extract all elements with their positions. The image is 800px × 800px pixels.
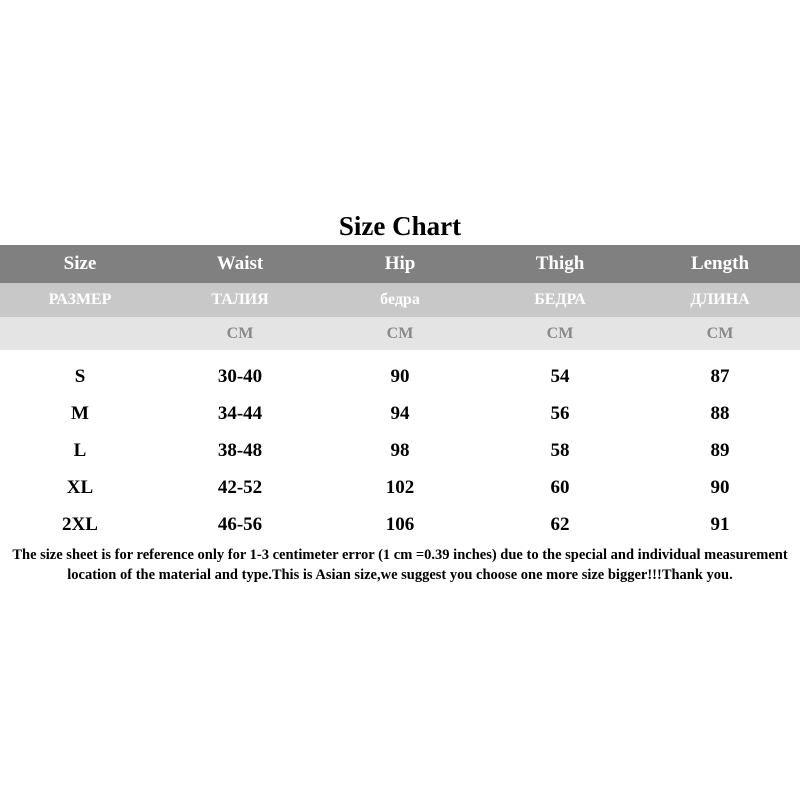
size-disclaimer-note: The size sheet is for reference only for 1-3 centimeter error (1 cm =0.39 inches) due to the special and individual measurement location of the material and type.This is Asian size,we suggest you choose one more size bigger!!!Thank you.: [12, 547, 788, 583]
header-hip: Hip: [384, 253, 416, 274]
table-row: [0, 432, 800, 469]
header-size: Size: [63, 253, 97, 274]
cell-waist: 30-40: [217, 366, 263, 387]
header-length-ru: ДЛИНА: [690, 291, 750, 308]
cell-waist: 38-48: [217, 440, 263, 461]
cell-length: 90: [710, 477, 730, 498]
cell-thigh: 58: [550, 440, 570, 461]
cell-size: 2XL: [62, 514, 98, 535]
cell-size: M: [71, 403, 89, 424]
unit-size: [0, 317, 160, 350]
header-row-units: [0, 317, 800, 350]
header-thigh: Thigh: [535, 253, 585, 274]
cell-size: S: [74, 366, 86, 387]
cell-size: L: [73, 440, 87, 461]
table-row: [0, 358, 800, 395]
header-waist: Waist: [216, 253, 264, 274]
cell-hip: 102: [385, 477, 415, 498]
header-hip-ru: бедра: [380, 291, 420, 308]
unit-length: CM: [706, 325, 734, 342]
size-table-body: [0, 358, 800, 543]
cell-waist: 46-56: [217, 514, 263, 535]
header-length: Length: [690, 253, 750, 274]
cell-size: XL: [66, 477, 94, 498]
header-waist-ru: ТАЛИЯ: [211, 291, 269, 308]
cell-hip: 94: [390, 403, 410, 424]
cell-waist: 42-52: [217, 477, 263, 498]
chart-title: Size Chart: [338, 211, 462, 241]
table-row: [0, 469, 800, 506]
cell-thigh: 54: [550, 366, 570, 387]
header-thigh-ru: БЕДРА: [534, 291, 586, 308]
header-row-english: [0, 245, 800, 283]
cell-length: 89: [710, 440, 730, 461]
cell-hip: 98: [390, 440, 410, 461]
header-row-russian: [0, 283, 800, 317]
cell-thigh: 56: [550, 403, 570, 424]
header-size-ru: РАЗМЕР: [48, 291, 112, 308]
cell-hip: 106: [385, 514, 415, 535]
unit-thigh: CM: [546, 325, 574, 342]
cell-length: 91: [710, 514, 730, 535]
unit-waist: CM: [226, 325, 254, 342]
table-row: [0, 506, 800, 543]
cell-length: 87: [710, 366, 730, 387]
cell-thigh: 62: [550, 514, 570, 535]
unit-hip: CM: [386, 325, 414, 342]
table-row: [0, 395, 800, 432]
cell-hip: 90: [390, 366, 410, 387]
cell-thigh: 60: [550, 477, 570, 498]
cell-length: 88: [710, 403, 730, 424]
cell-waist: 34-44: [217, 403, 263, 424]
